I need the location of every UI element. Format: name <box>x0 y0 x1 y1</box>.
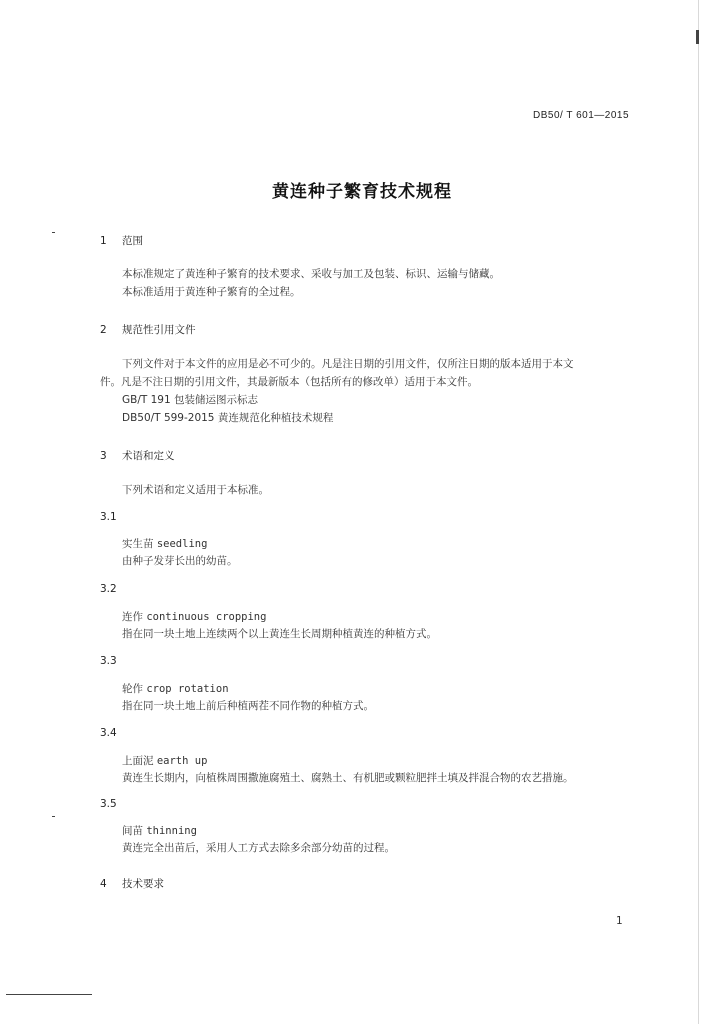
section-title: 技术要求 <box>122 878 164 890</box>
term-heading <box>122 681 229 698</box>
term-definition: 黄连生长期内，向植株周围撒施腐殖土、腐熟土、有机肥或颗粒肥拌土填及拌混合物的农艺措施。 <box>122 772 574 784</box>
term-en: crop rotation <box>146 683 229 695</box>
term-en: thinning <box>146 825 197 837</box>
section-heading-normative-references <box>100 322 196 337</box>
section-number: 1 <box>100 235 107 247</box>
term-en: earth up <box>156 755 208 767</box>
scan-speck <box>52 232 55 233</box>
section-number: 2 <box>100 324 107 336</box>
term-number: 3.1 <box>100 511 117 523</box>
term-cn: 间苗 <box>122 825 143 837</box>
term-cn: 连作 <box>122 611 143 623</box>
section-title: 范围 <box>122 235 143 247</box>
document-code: DB50/ T 601—2015 <box>533 110 630 121</box>
section-heading-terms <box>100 448 175 463</box>
section-number: 4 <box>100 878 107 890</box>
term-en: seedling <box>156 538 208 550</box>
term-definition: 由种子发芽长出的幼苗。 <box>122 555 238 567</box>
term-number: 3.2 <box>100 583 117 595</box>
section-title: 规范性引用文件 <box>122 324 196 336</box>
scan-edge-line <box>698 0 699 1024</box>
term-en: continuous cropping <box>146 611 267 623</box>
reference-line: GB/T 191 包装储运图示标志 <box>122 394 259 406</box>
reference-line: DB50/T 599-2015 黄连规范化种植技术规程 <box>122 412 334 424</box>
section-heading-technical-requirements <box>100 876 164 891</box>
paragraph-line: 本标准适用于黄连种子繁育的全过程。 <box>122 286 301 298</box>
paragraph-line: 件。凡是不注日期的引用文件，其最新版本（包括所有的修改单）适用于本文件。 <box>100 376 478 388</box>
term-heading <box>122 536 207 553</box>
term-definition: 黄连完全出苗后，采用人工方式去除多余部分幼苗的过程。 <box>122 842 395 854</box>
document-title: 黄连种子繁育技术规程 <box>272 182 452 202</box>
term-definition: 指在同一块土地上连续两个以上黄连生长周期种植黄连的种植方式。 <box>122 628 437 640</box>
scan-bottom-line <box>6 994 92 995</box>
scan-speck <box>52 816 55 817</box>
paragraph-line: 本标准规定了黄连种子繁育的技术要求、采收与加工及包装、标识、运输与储藏。 <box>122 268 500 280</box>
scan-speck <box>696 30 699 44</box>
term-number: 3.4 <box>100 727 117 739</box>
term-heading <box>122 753 207 770</box>
term-cn: 实生苗 <box>122 538 154 550</box>
term-definition: 指在同一块土地上前后种植两茬不同作物的种植方式。 <box>122 700 374 712</box>
section-number: 3 <box>100 450 107 462</box>
term-cn: 轮作 <box>122 683 143 695</box>
term-heading <box>122 609 266 626</box>
section-title: 术语和定义 <box>122 450 175 462</box>
paragraph-line: 下列文件对于本文件的应用是必不可少的。凡是注日期的引用文件，仅所注日期的版本适用于本文 <box>122 358 574 370</box>
term-number: 3.5 <box>100 798 117 810</box>
paragraph-line: 下列术语和定义适用于本标准。 <box>122 484 269 496</box>
section-heading-scope <box>100 233 143 248</box>
page-number: 1 <box>616 915 623 927</box>
term-number: 3.3 <box>100 655 117 667</box>
term-heading <box>122 823 197 840</box>
term-cn: 上面泥 <box>122 755 154 767</box>
